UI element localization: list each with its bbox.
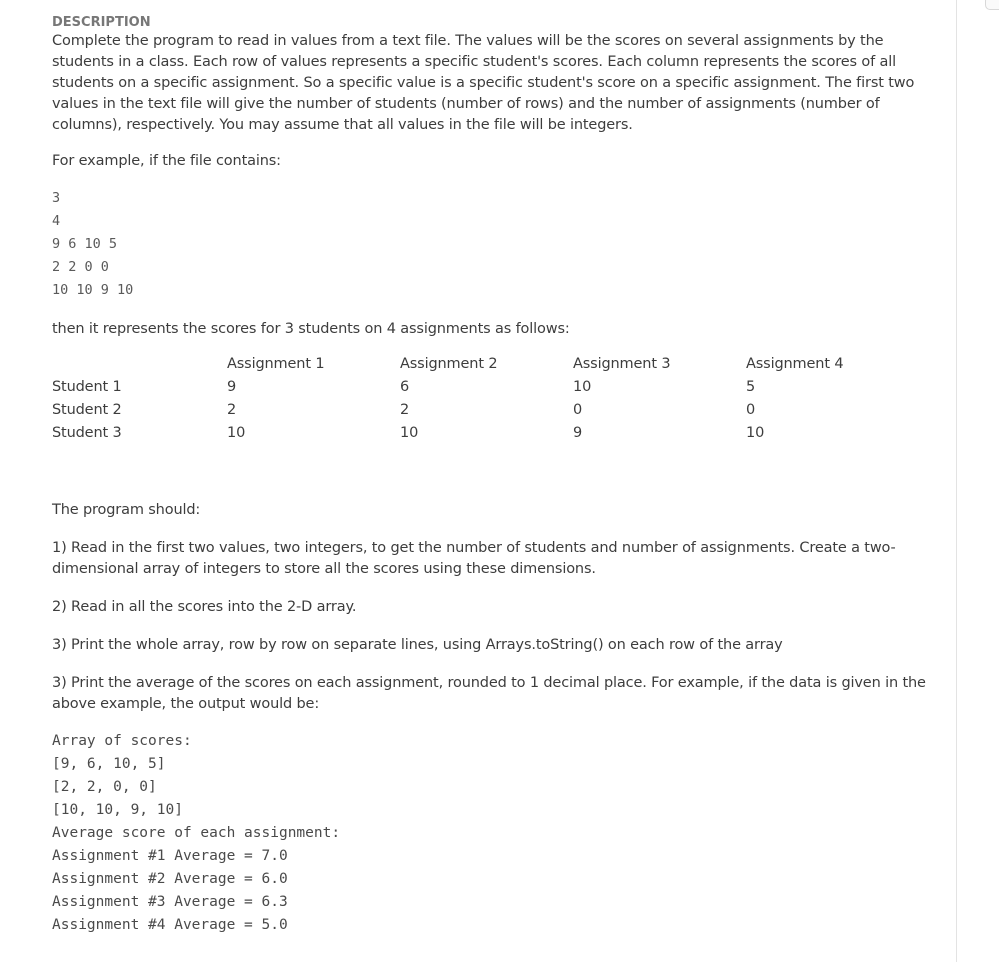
- output-line: Average score of each assignment:: [52, 825, 341, 841]
- output-line: [9, 6, 10, 5]: [52, 756, 166, 772]
- file-line: 2 2 0 0: [52, 259, 109, 275]
- table-cell: 5: [746, 379, 756, 395]
- step-item: 1) Read in the first two values, two integers, to get the number of students and number of assignments. Create a two-dimensional array of integers to store all the scores using these dimensions.: [52, 540, 896, 577]
- file-contents-block: [52, 187, 932, 302]
- table-cell: 2: [227, 402, 237, 418]
- file-line: 3: [52, 190, 61, 206]
- output-line: [10, 10, 9, 10]: [52, 802, 183, 818]
- file-line: 9 6 10 5: [52, 236, 118, 252]
- table-header-cell: Assignment 4: [746, 356, 844, 372]
- table-cell: 0: [573, 402, 583, 418]
- table-cell: 2: [400, 402, 410, 418]
- file-line: 4: [52, 213, 61, 229]
- program-should-text: The program should:: [52, 502, 201, 518]
- scroll-handle[interactable]: [985, 0, 999, 10]
- step-item: 3) Print the whole array, row by row on separate lines, using Arrays.toString() on each row of the array: [52, 637, 783, 653]
- example-intro: For example, if the file contains:: [52, 153, 281, 169]
- table-header-cell: Assignment 3: [573, 356, 671, 372]
- table-row: [52, 402, 876, 425]
- table-cell: 6: [400, 379, 410, 395]
- step-item: 2) Read in all the scores into the 2-D array.: [52, 599, 357, 615]
- table-cell: 10: [746, 425, 765, 441]
- table-cell: Student 3: [52, 425, 122, 441]
- table-cell: 0: [746, 402, 756, 418]
- output-line: Array of scores:: [52, 733, 192, 749]
- description-panel: [52, 10, 932, 937]
- table-row: [52, 379, 876, 402]
- step-item: 3) Print the average of the scores on each assignment, rounded to 1 decimal place. For example, if the data is given in the above example, the output would be:: [52, 675, 926, 712]
- represents-text: then it represents the scores for 3 students on 4 assignments as follows:: [52, 321, 570, 337]
- output-line: Assignment #4 Average = 5.0: [52, 917, 288, 933]
- output-line: Assignment #2 Average = 6.0: [52, 871, 288, 887]
- table-header-cell: [52, 356, 227, 379]
- panel-divider: [956, 0, 957, 962]
- table-header-cell: Assignment 1: [227, 356, 325, 372]
- table-cell: Student 1: [52, 379, 122, 395]
- table-cell: 9: [573, 425, 583, 441]
- table-cell: 10: [400, 425, 419, 441]
- table-row: [52, 425, 876, 448]
- section-heading: DESCRIPTION: [52, 15, 151, 30]
- output-line: [2, 2, 0, 0]: [52, 779, 157, 795]
- expected-output-block: [52, 730, 932, 937]
- table-cell: 10: [573, 379, 592, 395]
- table-header-row: [52, 356, 876, 379]
- table-header-cell: Assignment 2: [400, 356, 498, 372]
- scores-table: [52, 356, 876, 448]
- output-line: Assignment #1 Average = 7.0: [52, 848, 288, 864]
- file-line: 10 10 9 10: [52, 282, 134, 298]
- output-line: Assignment #3 Average = 6.3: [52, 894, 288, 910]
- intro-paragraph: Complete the program to read in values from a text file. The values will be the scores on several assignments by the students in a class. Each row of values represents a specific student's scores. Each column represents the scores of all students on a specific assignment. So a specific value is a specific student's score on a specific assignment. The first two values in the text file will give the number of students (number of rows) and the number of assignments (number of columns), respectively. You may assume that all values in the file will be integers.: [52, 33, 915, 133]
- table-cell: Student 2: [52, 402, 122, 418]
- table-cell: 10: [227, 425, 246, 441]
- table-cell: 9: [227, 379, 237, 395]
